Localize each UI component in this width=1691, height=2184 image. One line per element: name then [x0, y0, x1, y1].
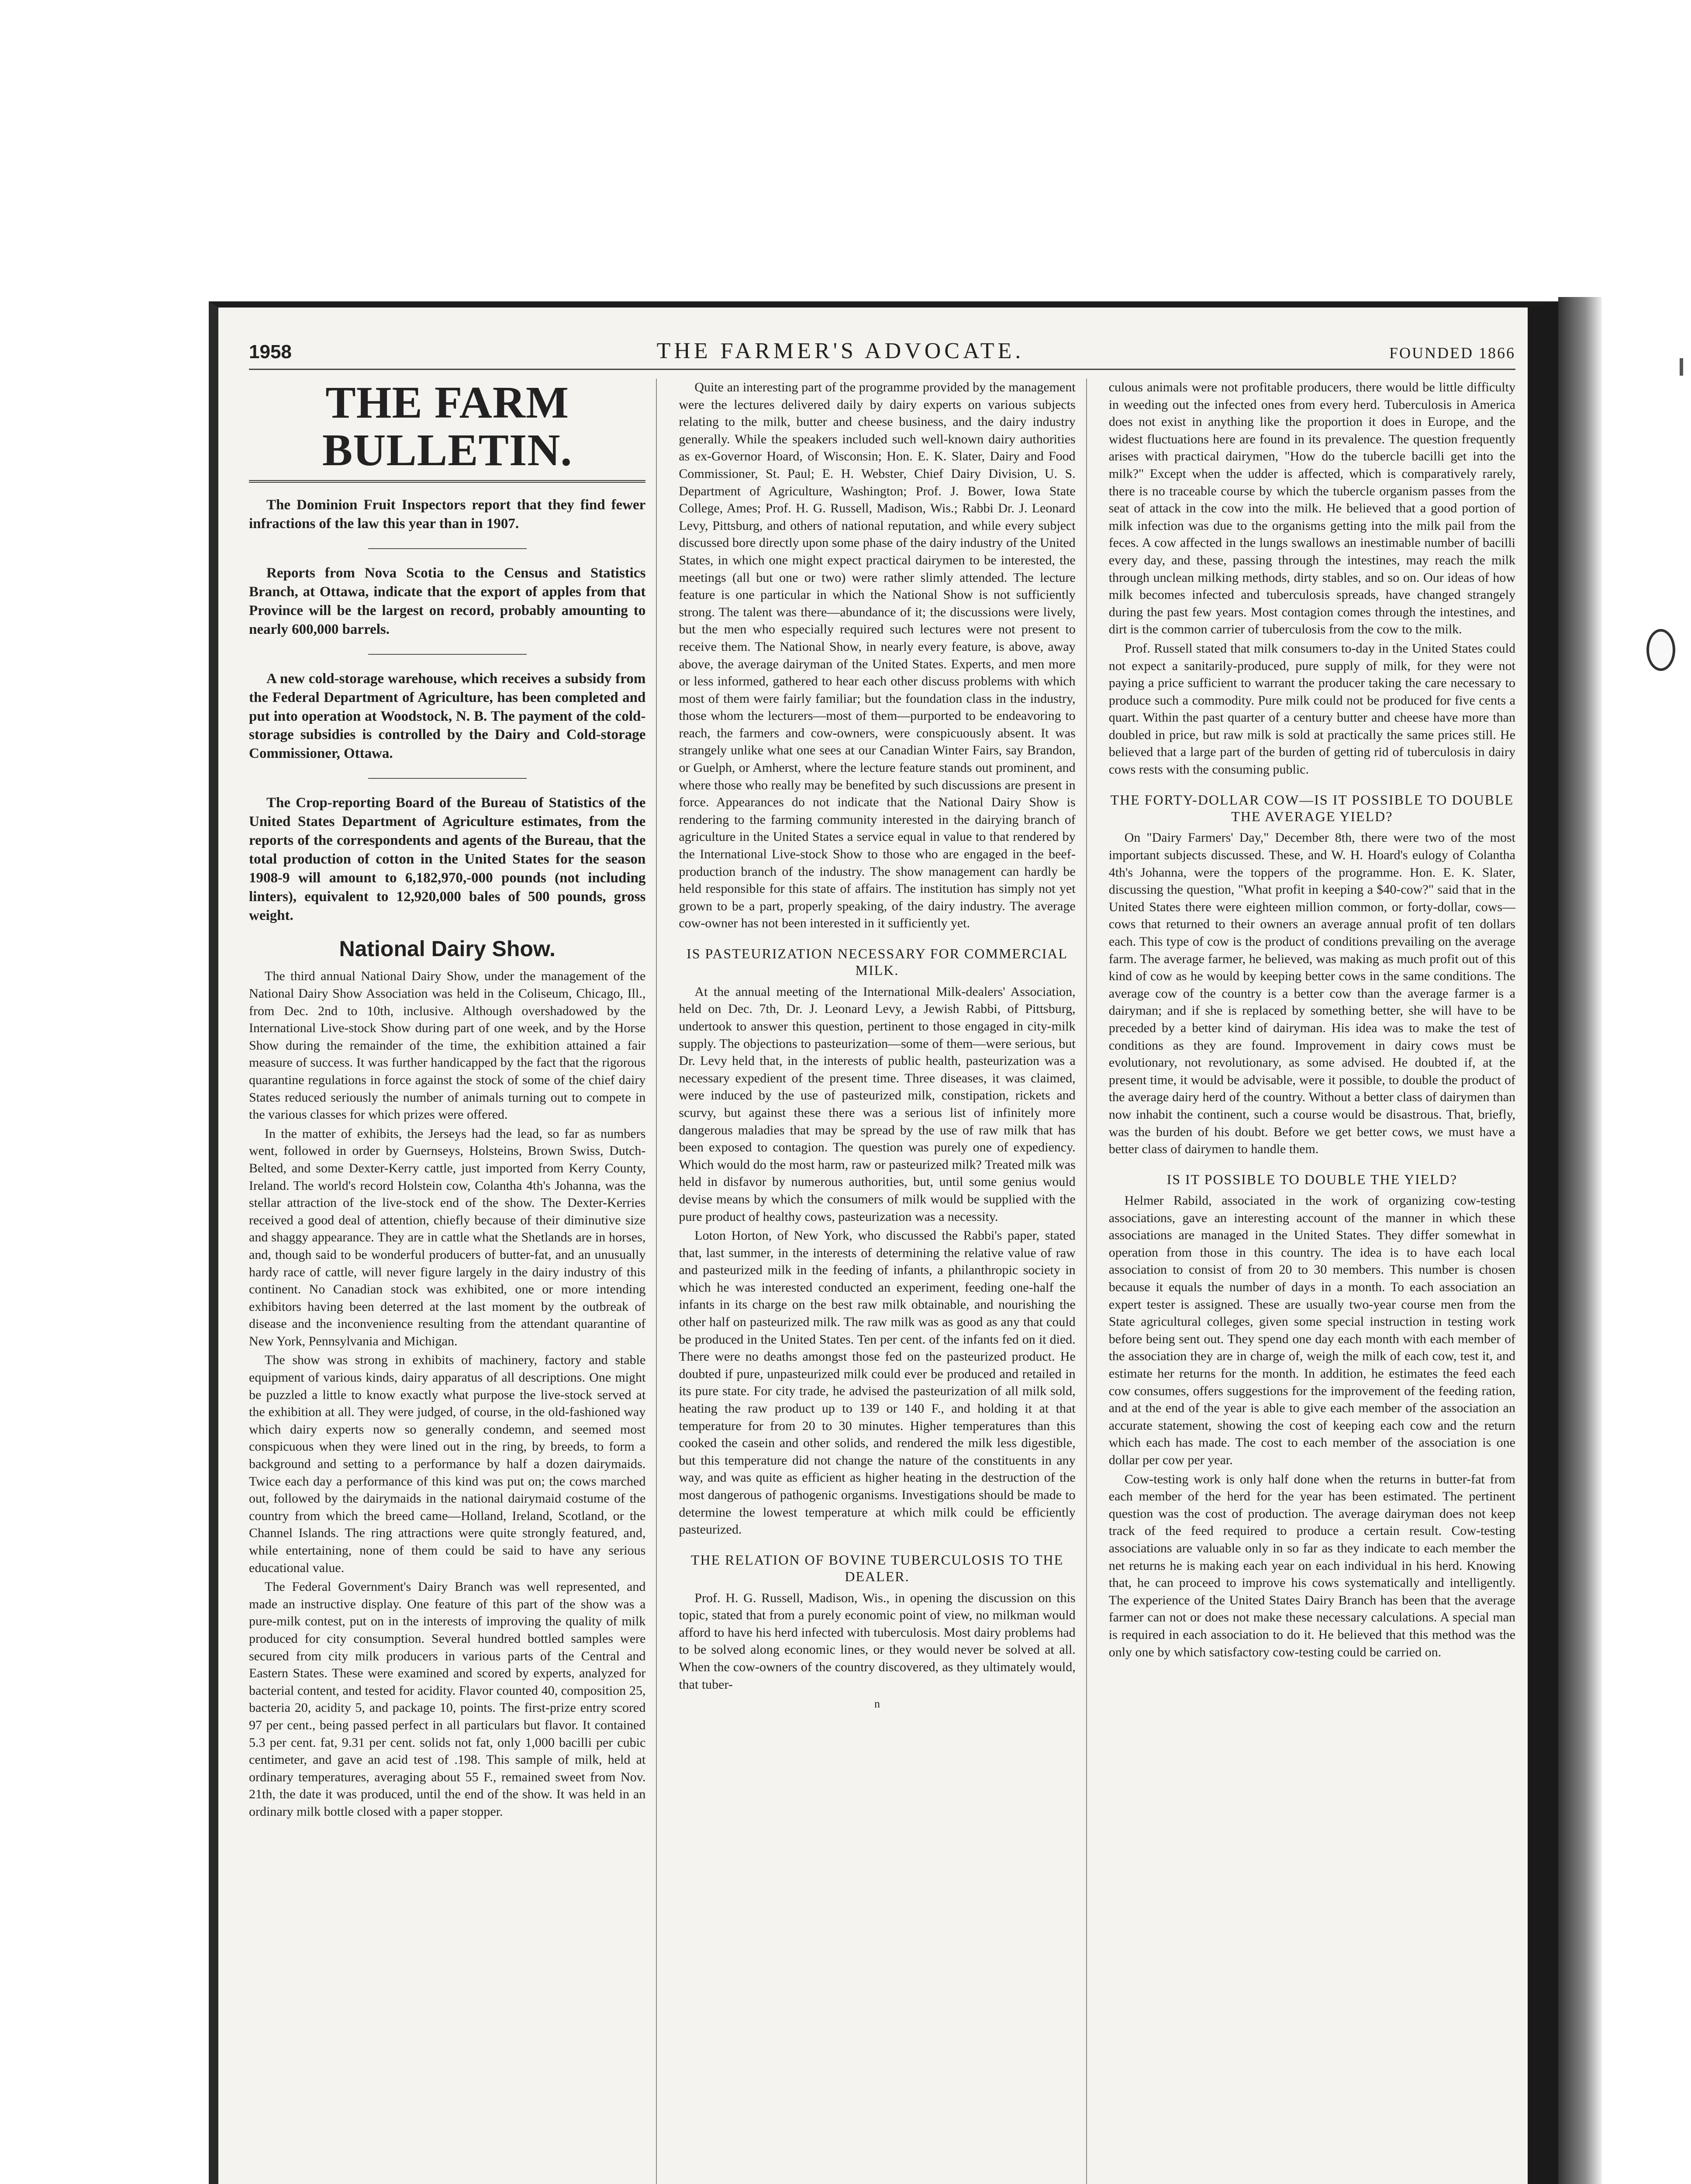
columns: [249, 379, 1515, 2184]
newspaper-page: [209, 301, 1558, 2184]
article-paragraph: Prof. H. G. Russell, Madison, Wis., in opening the discussion on this topic, stated that from a purely economic point of view, no milkman would afford to have his herd infected with tuberculosis. Most dairy problems had to be solved along economic lines, or they would never be solved at all. When the cow-owners of the country discovered, as they ultimately would, that tuber-: [679, 1590, 1076, 1692]
subheading: IS PASTEURIZATION NECESSARY FOR COMMERCIAL MILK.: [687, 946, 1068, 978]
divider: [368, 548, 527, 549]
article-paragraph: The show was strong in exhibits of machinery, factory and stable equipment of various kinds, dairy apparatus of all descriptions. One might be puzzled a little to know exactly what purpose the live-stock served at the exhibition at all. They were judged, of course, in the old-fashioned way which dairy experts now so generally condemn, and seemed most conspicuous when they were lined out in the ring, by breeds, to form a background and setting to a performance by half a dozen dairymaids. Twice each day a performance of this kind was put on; the cows marched out, followed by the dairymaids in the national dairymaid costume of the country from which the breed came—Holland, Ireland, Scotland, or the Channel Islands. The ring attractions were quite strongly featured, and, while entertaining, none of them could be said to have any serious educational value.: [249, 1353, 646, 1575]
brief: Reports from Nova Scotia to the Census and Statistics Branch, at Ottawa, indicate that the export of apples from that Province will be the largest on record, probably amounting to nearly 600,000 barrels.: [249, 565, 646, 637]
column-1: [249, 379, 657, 2184]
founded-line: FOUNDED 1866: [1389, 344, 1515, 362]
article-paragraph: Cow-testing work is only half done when the returns in butter-fat from each member of the herd for the year has been estimated. The pertinent question was the cost of production. The average dairyman does not keep track of the feed required to produce a certain result. Cow-testing associations are valuable only in so far as they indicate to each member the net returns he is making each year on each individual in his herd. Knowing that, he can proceed to improve his cows systematically and intelligently. The experience of the United States Dairy Branch has been that the average farmer can not or does not make these necessary calculations. A special man is required in each association to do it. He believed that this method was the only one by which satisfactory cow-testing could be carried on.: [1108, 1472, 1515, 1659]
subheading: IS IT POSSIBLE TO DOUBLE THE YIELD?: [1166, 1171, 1458, 1187]
divider: [368, 654, 527, 655]
masthead: THE FARMER'S ADVOCATE.: [656, 339, 1025, 363]
divider: [368, 778, 527, 779]
column-2: [679, 379, 1087, 2184]
article-paragraph: The Federal Government's Dairy Branch was well represented, and made an instructive display. One feature of this part of the show was a pure-milk contest, put on in the interests of improving the quality of milk produced for city consumption. Several hundred bottled samples were secured from city milk producers in various parts of the Central and Eastern States. These were examined and scored by experts, analyzed for bacterial content, and tested for acidity. Flavor counted 40, composition 25, bacteria 20, acidity 5, and package 10, points. The first-prize entry scored 97 per cent., being passed perfect in all particulars but flavor. It contained 5.3 per cent. fat, 9.31 per cent. solids not fat, only 1,000 bacilli per cubic centimeter, and gave an acid test of .198. This sample of milk, held at ordinary temperatures, averaging about 55 F., remained sweet from Nov. 21th, the date it was produced, until the end of the show. It was held in an ordinary milk bottle closed with a paper stopper.: [249, 1579, 646, 1819]
column-3: [1109, 379, 1515, 2184]
running-header: [249, 338, 1515, 370]
binding-shadow: [1558, 297, 1602, 2184]
article-paragraph: The third annual National Dairy Show, under the management of the National Dairy Show Association was held in the Coliseum, Chicago, Ill., from Dec. 2nd to 10th, inclusive. Although overshadowed by the International Live-stock Show during part of one week, and by the Horse Show during the remainder of the time, the exhibition attained a fair measure of success. It was further handicapped by the fact that the rigorous quarantine regulations in force against the stock of some of the chief dairy States reduced seriously the number of animals turning out to compete in the various classes for which prizes were offered.: [249, 969, 646, 1122]
article-paragraph: Prof. Russell stated that milk consumers to-day in the United States could not expect a sanitarily-produced, pure supply of milk, for they were not paying a price sufficient to warrant the producer taking the care necessary to produce such a commodity. Pure milk could not be produced for five cents a quart. Within the past quarter of a century butter and cheese have more than doubled in price, but raw milk is sold at practically the same prices still. He believed that a large part of the burden of getting rid of tuberculosis in dairy cows rests with the consuming public.: [1108, 641, 1515, 777]
margin-mark: [1680, 358, 1683, 376]
page-content: [249, 338, 1515, 2184]
binding-hole: [1646, 629, 1675, 671]
brief: The Dominion Fruit Inspectors report that they find fewer infractions of the law this year than in 1907.: [249, 497, 646, 532]
article-paragraph: culous animals were not profitable producers, there would be little difficulty in weeding out the infected ones from every herd. Tuberculosis in America does not exist in anything like the proportion it does in Europe, and the widest fluctuations here are found in its prevalence. The question frequently arises with practical dairymen, "How do the tubercle bacilli get into the milk?" Except when the udder is affected, which is comparatively rarely, there is no traceable course by which the tubercle organism passes from the seat of attack in the cow into the milk. He believed that a good portion of milk infection was due to the organisms getting into the milk pail from the feces. A cow affected in the lungs swallows an inestimable number of bacilli every day, and these, passing through the intestines, may reach the milk through unclean milking methods, dirty stables, and so on. Our ideas of how milk becomes infected and tuberculosis spreads, have changed strangely during the past few years. Most contagion comes through the intestines, and dirt is the common carrier of tuberculosis from the cow to the milk.: [1108, 380, 1515, 637]
article-paragraph: On "Dairy Farmers' Day," December 8th, there were two of the most important subjects discussed. These, and W. H. Hoard's eulogy of Colantha 4th's Johanna, were the toppers of the programme. Hon. E. K. Slater, discussing the question, "What profit in keeping a $40-cow?" said that in the United States there were eighteen million common, or forty-dollar, cows—cows that returned to their owners an average annual profit of ten dollars each. This type of cow is the product of conditions prevailing on the average farm. The average farmer, he believed, was making as much profit out of this kind of cow as he would by keeping better cows in the same conditions. The average cow of the country is a better cow than the average farmer is a dairyman; and if she is replaced by something better, she will have to be preceded by a better kind of dairyman. His idea was to make the test of conditions as they are found. Improvement in dairy cows must be evolutionary, not revolutionary, as some advised. He doubted if, at the present time, it would be advisable, were it possible, to double the product of the average dairy herd of the country. Without a better class of dairymen than now inhabit the continent, such a course would be disastrous. That, briefly, was the burden of his doubt. Before we get better cows, we must have a better class of dairymen to handle them.: [1108, 830, 1515, 1157]
brief: A new cold-storage warehouse, which receives a subsidy from the Federal Department of Agriculture, has been completed and put into operation at Woodstock, N. B. The payment of the cold-storage subsidies is controlled by the Dairy and Cold-storage Commissioner, Ottawa.: [249, 670, 646, 762]
brief: The Crop-reporting Board of the Bureau of Statistics of the United States Department of Agriculture estimates, from the reports of the correspondents and agents of the Bureau, that the total production of cotton in the United States for the season 1908-9 will amount to 6,182,970,-000 pounds (not including linters), equivalent to 12,920,000 bales of 500 pounds, gross weight.: [249, 795, 646, 923]
page-number: 1958: [249, 341, 292, 363]
article-paragraph: Helmer Rabild, associated in the work of organizing cow-testing associations, gave an interesting account of the manner in which these associations are managed in the United States. They differ somewhat in operation from those in this country. The idea is to have each local association to consist of from 20 to 30 members. This number is chosen because it equals the number of days in a month. To each association an expert tester is assigned. These are usually two-year course men from the State agricultural colleges, given some special instruction in testing work before being sent out. They spend one day each month with each member of the association they are in charge of, weigh the milk of each cow, test it, and estimate her returns for the month. In addition, he estimates the feed each cow consumes, offers suggestions for the improvement of the feeding ration, and at the end of the year is able to give each member of the association an accurate statement, showing the cost of keeping each cow and the return which each has made. The cost to each member of the association is one dollar per cow per year.: [1108, 1193, 1515, 1468]
article-title: National Dairy Show.: [339, 936, 556, 961]
article-paragraph: At the annual meeting of the International Milk-dealers' Association, held on Dec. 7th, Dr. J. Leonard Levy, a Jewish Rabbi, of Pittsburg, undertook to answer this question, pertinent to those engaged in city-milk supply. The objections to pasteurization—some of them—were serious, but Dr. Levy held that, in the interests of public health, pasteurization was a necessary expedient of the present time. Three diseases, it was claimed, were induced by the use of pasteurized milk, constipation, rickets and scurvy, but against these there was a serious list of infinitely more dangerous maladies that may be spread by the use of raw milk that has been exposed to contagion. The question was purely one of expediency. Which would do the most harm, raw or pasteurized milk? Treated milk was held in disfavor by numerous authorities, but, until some genius would devise means by which the consumers of milk would be supplied with the pure product of healthy cows, pasteurization was a necessity.: [679, 984, 1076, 1224]
folio-mark: n: [874, 1697, 880, 1711]
subheading: THE FORTY-DOLLAR COW—IS IT POSSIBLE TO DOUBLE THE AVERAGE YIELD?: [1110, 791, 1514, 825]
article-paragraph: Quite an interesting part of the programme provided by the management were the lectures delivered daily by dairy experts on various subjects relating to the milk, butter and cheese business, and the dairy industry generally. While the speakers included such well-known dairy authorities as ex-Governor Hoard, of Wisconsin; Hon. E. K. Slater, Dairy and Food Commissioner, St. Paul; E. H. Webster, Chief Dairy Division, U. S. Department of Agriculture, Washington; Prof. J. Bower, Iowa State College, Ames; Prof. H. G. Russell, Madison, Wis.; Rabbi Dr. J. Leonard Levy, Pittsburg, and others of national reputation, and while every subject discussed bore directly upon some phase of the dairy industry of the United States, in which one might expect practical dairymen to be interested, the meetings (all but one or two) were rather slimly attended. The lecture feature is one particular in which the National Show is not sufficiently strong. The talent was there—abundance of it; the discussions were lively, but the men who especially required such lectures were not present to receive them. The National Show, in nearly every feature, is above, away above, the average dairyman of the United States. Experts, and men more or less informed, gathered to hear each other discuss problems with which most of them were fairly familiar; but the foundation class in the industry, those whom the lecturers—most of them—purported to be endeavoring to reach, the farmers and cow-owners, were conspicuously absent. It was strangely unlike what one sees at our Canadian Winter Fairs, say Brandon, or Guelph, or Amherst, where the lecture feature stands out prominent, and where those who really may be benefited by such discussions are present in force. Appearances do not indicate that the National Dairy Show is rendering to the farming community interested in the dairying branch of agriculture in the United States a service equal in value to that rendered by the International Live-stock Show to those who are engaged in the beef-production branch of the industry. The show management can hardly be held responsible for this state of affairs. The institution has simply not yet grown to be a part, properly speaking, of the dairy industry. The average cow-owner has not been interested in it sufficiently yet.: [679, 380, 1076, 931]
subheading: THE RELATION OF BOVINE TUBERCULOSIS TO THE DEALER.: [690, 1552, 1064, 1585]
section-banner: THE FARM BULLETIN.: [249, 379, 645, 483]
article-paragraph: In the matter of exhibits, the Jerseys had the lead, so far as numbers went, followed in order by Guernseys, Holsteins, Brown Swiss, Dutch-Belted, and some Dexter-Kerry cattle, just imported from Kerry County, Ireland. The world's record Holstein cow, Colantha 4th's Johanna, was the stellar attraction of the live-stock end of the show. The Dexter-Kerries received a good deal of attention, chiefly because of their diminutive size and shaggy appearance. They are in cattle what the Shetlands are in horses, and, though said to be wonderful producers of butter-fat, and an unusually hardy race of cattle, will never figure largely in the dairy industry of this continent. No Canadian stock was exhibited, one or more intending exhibitors having been deterred at the last moment by the outbreak of disease and the inconvenience resulting from the attendant quarantine of New York, Pennsylvania and Michigan.: [249, 1126, 646, 1348]
article-paragraph: Loton Horton, of New York, who discussed the Rabbi's paper, stated that, last summer, in the interests of determining the relative value of raw and pasteurized milk in the feeding of infants, a philanthropic society in which he was interested conducted an experiment, feeding one-half the infants in its charge on the best raw milk obtainable, and nourishing the other half on pasteurized milk. The raw milk was as good as any that could be produced in the United States. Ten per cent. of the infants fed on it died. There were no deaths amongst those fed on the pasteurized product. He doubted if pure, unpasteurized milk could ever be produced and retailed in its pure state. For city trade, he advised the pasteurization of all milk sold, heating the raw product up to 139 or 140 F., and holding it at that temperature for from 20 to 30 minutes. Higher temperatures than this cooked the casein and other solids, and rendered the milk less digestible, but this temperature did not change the nature of the constituents in any way, and was quite as efficient as higher heating in the destruction of the most dangerous of pathogenic organisms. Investigations should be made to determine the lowest temperature at which milk could be efficiently pasteurized.: [679, 1228, 1076, 1537]
